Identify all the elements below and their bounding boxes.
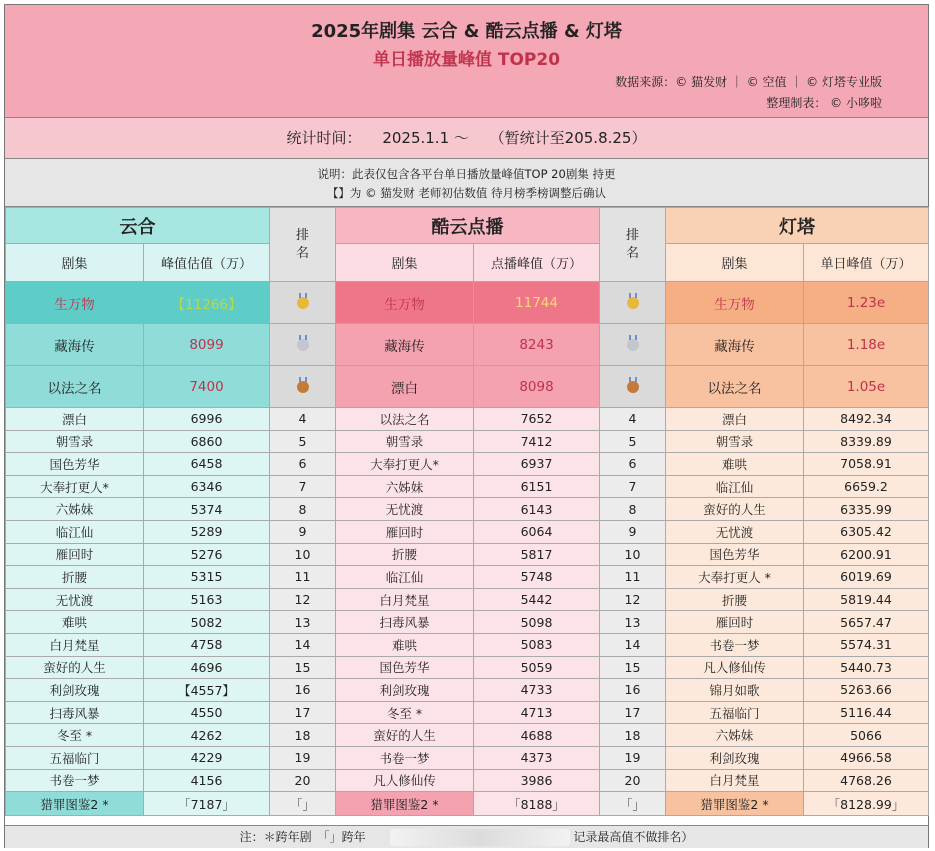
rank-number: 19 [270, 746, 336, 769]
period-label: 统计时间： [286, 129, 362, 147]
kuyun-name-header: 剧集 [336, 244, 474, 282]
note-line-1: 说明：此表仅包含各平台单日播放量峰值TOP 20剧集 持更 [317, 167, 616, 181]
yunhe-peak-value: 5163 [144, 588, 270, 611]
dengta-peak-value: 6019.69 [804, 566, 929, 589]
yunhe-peak-value: 4696 [144, 656, 270, 679]
rank-number: 16 [270, 679, 336, 702]
sheet-title: 2025年剧集 云合 & 酷云点播 & 灯塔 [311, 21, 622, 42]
dengta-peak-value: 5819.44 [804, 588, 929, 611]
table-row [6, 408, 929, 431]
kuyun-drama-name: 大奉打更人* [336, 453, 474, 476]
rank-number: 11 [600, 566, 666, 589]
yunhe-peak-value: 4156 [144, 769, 270, 792]
dengta-peak-value: 5116.44 [804, 701, 929, 724]
period-start: 2025.1.1 ～ [382, 129, 469, 147]
kuyun-platform-header: 酷云点播 [336, 208, 600, 244]
footnote [5, 825, 928, 848]
yunhe-drama-name: 五福临门 [6, 746, 144, 769]
yunhe-peak-value: 6458 [144, 453, 270, 476]
yunhe-peak-value: 4262 [144, 724, 270, 747]
kuyun-peak-value: 3986 [474, 769, 600, 792]
table-row [6, 453, 929, 476]
dengta-peak-value: 1.18e [804, 324, 929, 366]
kuyun-drama-name: 冬至 * [336, 701, 474, 724]
ranking-table [5, 207, 929, 816]
period-end: （暂统计至205.8.25） [489, 129, 647, 147]
kuyun-peak-value: 8243 [474, 324, 600, 366]
table-row [6, 769, 929, 792]
rank-number: 20 [270, 769, 336, 792]
yunhe-drama-name: 冬至 * [6, 724, 144, 747]
explanation-note [5, 159, 928, 207]
dengta-drama-name: 大奉打更人 * [666, 566, 804, 589]
rank-number: 6 [270, 453, 336, 476]
rank-number: 18 [270, 724, 336, 747]
dengta-peak-value: 「8128.99」 [804, 792, 929, 816]
kuyun-drama-name: 漂白 [336, 366, 474, 408]
table-row [6, 543, 929, 566]
kuyun-peak-value: 7652 [474, 408, 600, 431]
kuyun-peak-value: 5748 [474, 566, 600, 589]
dengta-drama-name: 白月梵星 [666, 769, 804, 792]
yunhe-peak-value: 6346 [144, 475, 270, 498]
yunhe-peak-value: 【11266】 [144, 282, 270, 324]
rank-number: 7 [600, 475, 666, 498]
yunhe-drama-name: 难哄 [6, 611, 144, 634]
data-sources: 数据来源：© 猫发财 ｜ © 空值 ｜ © 灯塔专业版 [615, 75, 882, 89]
rank-number: 17 [270, 701, 336, 724]
table-row [6, 498, 929, 521]
kuyun-drama-name: 六姊妹 [336, 475, 474, 498]
rank-number: 5 [600, 430, 666, 453]
table-row [6, 566, 929, 589]
yunhe-drama-name: 猎罪图鉴2 * [6, 792, 144, 816]
bronze-medal-icon [297, 381, 309, 393]
dengta-peak-value: 5440.73 [804, 656, 929, 679]
yunhe-peak-value: 7400 [144, 366, 270, 408]
rank-number: 4 [600, 408, 666, 431]
footnote-left: 注：＊跨年剧 「」跨年 [239, 830, 366, 844]
dengta-drama-name: 五福临门 [666, 701, 804, 724]
kuyun-drama-name: 扫毒风暴 [336, 611, 474, 634]
rank-number: 13 [270, 611, 336, 634]
table-row [6, 633, 929, 656]
yunhe-drama-name: 漂白 [6, 408, 144, 431]
yunhe-peak-value: 【4557】 [144, 679, 270, 702]
dengta-peak-value: 5574.31 [804, 633, 929, 656]
yunhe-drama-name: 生万物 [6, 282, 144, 324]
rank-number: 15 [600, 656, 666, 679]
yunhe-peak-value: 5082 [144, 611, 270, 634]
yunhe-platform-header: 云合 [6, 208, 270, 244]
rank-number: 6 [600, 453, 666, 476]
dengta-drama-name: 临江仙 [666, 475, 804, 498]
rank-number: 18 [600, 724, 666, 747]
kuyun-drama-name: 生万物 [336, 282, 474, 324]
yunhe-peak-value: 6996 [144, 408, 270, 431]
top3-row [6, 324, 929, 366]
yunhe-peak-value: 5315 [144, 566, 270, 589]
statistics-period [5, 118, 928, 159]
table-maker: 整理制表： © 小哆啦 [766, 96, 882, 110]
yunhe-drama-name: 朝雪录 [6, 430, 144, 453]
dengta-peak-value: 6335.99 [804, 498, 929, 521]
kuyun-peak-value: 5817 [474, 543, 600, 566]
rank-number: 5 [270, 430, 336, 453]
kuyun-peak-value: 5083 [474, 633, 600, 656]
rank-number: 4 [270, 408, 336, 431]
yunhe-drama-name: 雁回时 [6, 543, 144, 566]
kuyun-drama-name: 利剑玫瑰 [336, 679, 474, 702]
rank-number: 11 [270, 566, 336, 589]
yunhe-peak-value: 8099 [144, 324, 270, 366]
dengta-drama-name: 书卷一梦 [666, 633, 804, 656]
rank-header-2 [600, 208, 666, 282]
platform-header-row [6, 208, 929, 244]
rank-number: 17 [600, 701, 666, 724]
rank-number: 14 [600, 633, 666, 656]
yunhe-drama-name: 白月梵星 [6, 633, 144, 656]
kuyun-drama-name: 国色芳华 [336, 656, 474, 679]
rank-number: 8 [270, 498, 336, 521]
rank-number: 19 [600, 746, 666, 769]
table-row [6, 701, 929, 724]
rank-number: 16 [600, 679, 666, 702]
gold-medal-icon [297, 297, 309, 309]
rank-number: 7 [270, 475, 336, 498]
rank-number: 20 [600, 769, 666, 792]
yunhe-peak-value: 「7187」 [144, 792, 270, 816]
yunhe-drama-name: 临江仙 [6, 520, 144, 543]
rank-medal-cell [270, 366, 336, 408]
kuyun-drama-name: 书卷一梦 [336, 746, 474, 769]
yunhe-peak-value: 5289 [144, 520, 270, 543]
table-row [6, 724, 929, 747]
rank-number: 「」 [600, 792, 666, 816]
kuyun-peak-value: 11744 [474, 282, 600, 324]
kuyun-peak-value: 4713 [474, 701, 600, 724]
dengta-drama-name: 利剑玫瑰 [666, 746, 804, 769]
table-row [6, 475, 929, 498]
rank-number: 8 [600, 498, 666, 521]
kuyun-drama-name: 无忧渡 [336, 498, 474, 521]
dengta-peak-value: 1.05e [804, 366, 929, 408]
dengta-peak-value: 6659.2 [804, 475, 929, 498]
kuyun-peak-value: 5059 [474, 656, 600, 679]
top3-row [6, 366, 929, 408]
rank-number: 15 [270, 656, 336, 679]
yunhe-peak-value: 5276 [144, 543, 270, 566]
dengta-drama-name: 雁回时 [666, 611, 804, 634]
yunhe-peak-value: 4550 [144, 701, 270, 724]
dengta-peak-value: 6200.91 [804, 543, 929, 566]
dengta-drama-name: 六姊妹 [666, 724, 804, 747]
rank-number: 14 [270, 633, 336, 656]
yunhe-peak-value: 4229 [144, 746, 270, 769]
dengta-peak-value: 5066 [804, 724, 929, 747]
dengta-peak-value: 8492.34 [804, 408, 929, 431]
cross-year-row [6, 792, 929, 816]
dengta-drama-name: 漂白 [666, 408, 804, 431]
kuyun-peak-value: 6064 [474, 520, 600, 543]
kuyun-peak-value: 「8188」 [474, 792, 600, 816]
yunhe-drama-name: 蛮好的人生 [6, 656, 144, 679]
yunhe-drama-name: 书卷一梦 [6, 769, 144, 792]
rank-header-1 [270, 208, 336, 282]
silver-medal-icon [627, 339, 639, 351]
table-row [6, 746, 929, 769]
dengta-drama-name: 藏海传 [666, 324, 804, 366]
kuyun-drama-name: 藏海传 [336, 324, 474, 366]
rank-number: 12 [270, 588, 336, 611]
dengta-drama-name: 难哄 [666, 453, 804, 476]
kuyun-peak-value: 7412 [474, 430, 600, 453]
kuyun-peak-value: 4373 [474, 746, 600, 769]
dengta-drama-name: 以法之名 [666, 366, 804, 408]
note-line-2: 【】为 © 猫发财 老师初估数值 待月榜季榜调整后确认 [326, 186, 607, 200]
dengta-drama-name: 蛮好的人生 [666, 498, 804, 521]
dengta-drama-name: 猎罪图鉴2 * [666, 792, 804, 816]
kuyun-peak-value: 5098 [474, 611, 600, 634]
kuyun-drama-name: 朝雪录 [336, 430, 474, 453]
kuyun-drama-name: 难哄 [336, 633, 474, 656]
rank-medal-cell [600, 324, 666, 366]
rank-medal-cell [270, 282, 336, 324]
yunhe-drama-name: 扫毒风暴 [6, 701, 144, 724]
kuyun-peak-value: 6143 [474, 498, 600, 521]
gold-medal-icon [627, 297, 639, 309]
dengta-value-header: 单日峰值（万） [804, 244, 929, 282]
dengta-name-header: 剧集 [666, 244, 804, 282]
kuyun-drama-name: 白月梵星 [336, 588, 474, 611]
dengta-drama-name: 凡人修仙传 [666, 656, 804, 679]
bronze-medal-icon [627, 381, 639, 393]
dengta-drama-name: 朝雪录 [666, 430, 804, 453]
dengta-platform-header: 灯塔 [666, 208, 929, 244]
kuyun-peak-value: 6937 [474, 453, 600, 476]
rank-header-2-text: 排名 [626, 227, 640, 261]
rank-medal-cell [600, 282, 666, 324]
dengta-peak-value: 5657.47 [804, 611, 929, 634]
rank-number: 12 [600, 588, 666, 611]
rank-number: 13 [600, 611, 666, 634]
table-row [6, 520, 929, 543]
yunhe-drama-name: 以法之名 [6, 366, 144, 408]
kuyun-drama-name: 凡人修仙传 [336, 769, 474, 792]
redaction-blur [390, 829, 570, 846]
ranking-table-body [6, 208, 929, 816]
dengta-drama-name: 折腰 [666, 588, 804, 611]
dengta-drama-name: 国色芳华 [666, 543, 804, 566]
yunhe-peak-value: 6860 [144, 430, 270, 453]
top3-row [6, 282, 929, 324]
kuyun-drama-name: 以法之名 [336, 408, 474, 431]
yunhe-drama-name: 利剑玫瑰 [6, 679, 144, 702]
rank-number: 「」 [270, 792, 336, 816]
kuyun-peak-value: 4733 [474, 679, 600, 702]
kuyun-drama-name: 猎罪图鉴2 * [336, 792, 474, 816]
table-row [6, 679, 929, 702]
kuyun-peak-value: 8098 [474, 366, 600, 408]
rank-number: 10 [270, 543, 336, 566]
kuyun-drama-name: 蛮好的人生 [336, 724, 474, 747]
yunhe-drama-name: 无忧渡 [6, 588, 144, 611]
silver-medal-icon [297, 339, 309, 351]
rank-number: 9 [600, 520, 666, 543]
table-row [6, 588, 929, 611]
kuyun-drama-name: 雁回时 [336, 520, 474, 543]
table-row [6, 430, 929, 453]
kuyun-drama-name: 折腰 [336, 543, 474, 566]
yunhe-drama-name: 六姊妹 [6, 498, 144, 521]
dengta-peak-value: 8339.89 [804, 430, 929, 453]
kuyun-peak-value: 6151 [474, 475, 600, 498]
rank-number: 10 [600, 543, 666, 566]
rank-medal-cell [270, 324, 336, 366]
yunhe-peak-value: 5374 [144, 498, 270, 521]
table-row [6, 656, 929, 679]
yunhe-drama-name: 国色芳华 [6, 453, 144, 476]
kuyun-value-header: 点播峰值（万） [474, 244, 600, 282]
dengta-drama-name: 生万物 [666, 282, 804, 324]
dengta-peak-value: 5263.66 [804, 679, 929, 702]
sheet-header [5, 5, 928, 118]
yunhe-peak-value: 4758 [144, 633, 270, 656]
rank-medal-cell [600, 366, 666, 408]
ranking-sheet [4, 4, 929, 848]
dengta-drama-name: 无忧渡 [666, 520, 804, 543]
table-row [6, 611, 929, 634]
dengta-peak-value: 4768.26 [804, 769, 929, 792]
yunhe-value-header: 峰值估值（万） [144, 244, 270, 282]
yunhe-name-header: 剧集 [6, 244, 144, 282]
footnote-right: 记录最高值不做排名） [573, 830, 694, 844]
dengta-peak-value: 6305.42 [804, 520, 929, 543]
rank-header-1-text: 排名 [296, 227, 310, 261]
kuyun-peak-value: 4688 [474, 724, 600, 747]
dengta-peak-value: 4966.58 [804, 746, 929, 769]
dengta-peak-value: 1.23e [804, 282, 929, 324]
column-header-row [6, 244, 929, 282]
kuyun-drama-name: 临江仙 [336, 566, 474, 589]
yunhe-drama-name: 折腰 [6, 566, 144, 589]
dengta-drama-name: 锦月如歌 [666, 679, 804, 702]
sheet-subtitle: 单日播放量峰值 TOP20 [372, 50, 561, 70]
yunhe-drama-name: 藏海传 [6, 324, 144, 366]
yunhe-drama-name: 大奉打更人* [6, 475, 144, 498]
dengta-peak-value: 7058.91 [804, 453, 929, 476]
rank-number: 9 [270, 520, 336, 543]
kuyun-peak-value: 5442 [474, 588, 600, 611]
